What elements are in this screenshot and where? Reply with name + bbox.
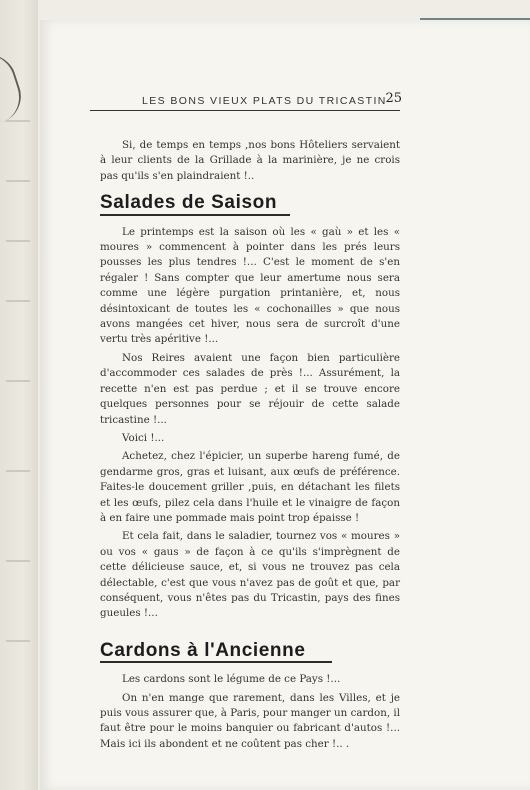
paragraph: Achetez, chez l'épicier, un superbe hareng fumé, de gendarme gros, gras et luisant, aux œufs de préférence. Faites-le doucement griller ,puis, en détachant les filets et les œufs, pilez cela dans l'huile et le vinaigre de façon à en faire une pommade mais point trop épaisse ! <box>100 450 400 524</box>
section-title-text: Cardons à l'Ancienne <box>100 639 306 661</box>
section-title-cardons <box>100 639 400 663</box>
page-number: 25 <box>385 91 402 106</box>
facing-page-edge <box>0 0 38 790</box>
paragraph: On n'en mange que rarement, dans les Villes, et je puis vous assurer que, à Paris, pour manger un cardon, il faut être pour le moins banquier ou fabricant d'autos !... Mais ici ils abondent et ne coûtent pas cher !.. . <box>100 691 400 750</box>
paragraph: Voici !... <box>122 431 165 444</box>
facing-page-text-trace <box>6 300 30 302</box>
header-rule <box>90 110 400 111</box>
section-title-underline <box>100 214 290 216</box>
paragraph: Le printemps est la saison où les « gaù » et les « moures » commencent à pointer dans les prés leurs pousses les plus tendres !... C'est le moment de s'en régaler ! Sans compter que leur amertume nous sera comme une légère purgation printanière, et, nous désintoxicant de toutes les « cochonailles » que nous avons mangées cet hiver, nous sera de surcroît d'une vertu très apéritive !... <box>100 225 400 346</box>
paragraph: Les cardons sont le légume de ce Pays !... <box>122 673 341 686</box>
section-title-text: Salades de Saison <box>100 192 278 214</box>
facing-page-text-trace <box>6 560 30 562</box>
intro-paragraph: Si, de temps en temps ,nos bons Hôteliers servaient à leur clients de la Grillade à la marinière, je ne crois pas qu'ils s'en plaindraient !.. <box>100 139 400 182</box>
section-title-salades <box>100 192 400 215</box>
facing-page-text-trace <box>6 180 30 182</box>
section-title-underline <box>100 661 332 663</box>
facing-page-text-trace <box>6 640 30 642</box>
facing-page-text-trace <box>6 380 30 382</box>
paragraph: Et cela fait, dans le saladier, tournez vos « moures » ou vos « gaus » de façon à ce qu'ils s'imprègnent de cette délicieuse sauce, et, si vous ne trouvez pas cela délectable, c'est que vous n'avez pas de goût et que, par conséquent, vous n'êtes pas du Tricastin, pays des fines gueules !... <box>100 530 400 620</box>
facing-page-text-trace <box>6 470 30 472</box>
facing-page-text-trace <box>6 120 30 122</box>
paragraph: Nos Reires avaient une façon bien particulière d'accommoder ces salades de près !... Assurément, la recette n'en est pas perdue ; et il se trouve encore quelques personnes pour se réjouir de cette salade tricastine !... <box>100 351 400 426</box>
running-title: LES BONS VIEUX PLATS DU TRICASTIN <box>142 95 387 107</box>
facing-page-text-trace <box>6 240 30 242</box>
page-body <box>100 138 400 752</box>
facing-page-curve <box>0 47 28 122</box>
running-header <box>92 92 400 110</box>
